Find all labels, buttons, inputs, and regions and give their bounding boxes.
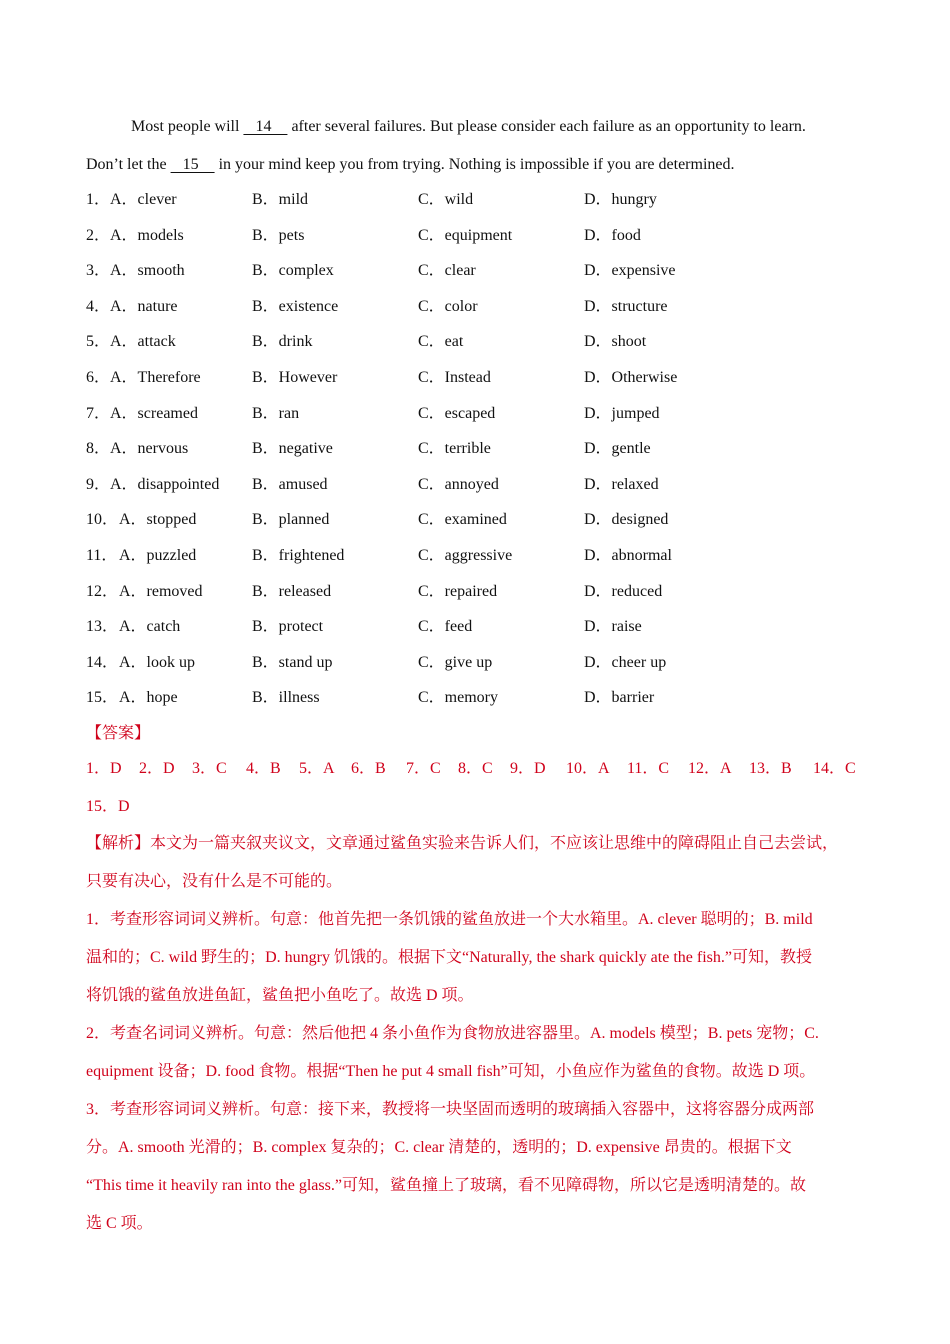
option-b: B．planned — [252, 511, 330, 529]
passage-text: Don’t let the — [86, 156, 171, 173]
option-b: B．ran — [252, 404, 300, 422]
option-a: A．look up — [119, 653, 196, 671]
option-b: B．complex — [252, 262, 334, 280]
question-row — [86, 609, 876, 645]
question-number: 11． — [86, 546, 118, 564]
option-d: D．jumped — [584, 404, 660, 422]
answer-line-1 — [86, 751, 876, 787]
explanation-q3-4: 选 C 项。 — [86, 1215, 153, 1232]
option-a: A．nature — [110, 297, 178, 315]
option-a: A．smooth — [110, 262, 185, 280]
answer-item: 13．B — [749, 760, 792, 777]
question-row — [86, 680, 876, 716]
explanation-intro-1: 【解析】本文为一篇夹叙夹议文，文章通过鲨鱼实验来告诉人们，不应该让思维中的障碍阻止自己去尝试， — [86, 835, 839, 852]
answer-item: 8．C — [458, 760, 493, 777]
explanation-block — [86, 825, 866, 1243]
option-d: D．Otherwise — [584, 368, 678, 386]
answer-item: 14．C — [813, 760, 856, 777]
answer-item: 15．D — [86, 798, 130, 815]
option-d: D．expensive — [584, 262, 676, 280]
option-a: A．models — [110, 226, 184, 244]
option-a: A．nervous — [110, 440, 189, 458]
option-d: D．barrier — [584, 689, 655, 707]
question-number: 7． — [86, 404, 111, 422]
option-b: B．mild — [252, 191, 309, 208]
question-row — [86, 289, 876, 325]
question-row — [86, 645, 876, 681]
option-b: B．protect — [252, 618, 324, 636]
option-c: C．Instead — [418, 368, 491, 386]
explanation-q2-2: equipment 设备；D. food 食物。根据“Then he put 4 small fish”可知，小鱼应作为鲨鱼的食物。故选 D 项。 — [86, 1063, 816, 1080]
option-a: A．attack — [110, 333, 176, 351]
answer-item: 12．A — [688, 760, 732, 777]
option-a: A．screamed — [110, 404, 198, 422]
answer-item: 5．A — [299, 760, 335, 777]
question-number: 9． — [86, 475, 111, 493]
explanation-q3-2: 分。A. smooth 光滑的；B. complex 复杂的；C. clear 清楚的，透明的；D. expensive 昂贵的。根据下文 — [86, 1139, 792, 1156]
question-row — [86, 324, 876, 360]
question-number: 4． — [86, 297, 111, 315]
option-d: D．food — [584, 226, 641, 244]
question-number: 2． — [86, 226, 111, 244]
option-b: B．frightened — [252, 546, 345, 564]
option-a: A．hope — [119, 689, 178, 707]
answer-item: 1．D — [86, 760, 122, 777]
answer-item: 7．C — [406, 760, 441, 777]
option-a: A．Therefore — [110, 368, 201, 386]
explanation-q3-1: 3．考查形容词词义辨析。句意：接下来，教授将一块坚固而透明的玻璃插入容器中，这将容器分成两部 — [86, 1101, 815, 1118]
explanation-q1-2: 温和的；C. wild 野生的；D. hungry 饥饿的。根据下文“Naturally, the shark quickly ate the fish.”可知，教授 — [86, 949, 812, 966]
option-d: D．reduced — [584, 582, 663, 600]
option-d: D．raise — [584, 618, 642, 636]
question-row — [86, 574, 876, 610]
option-c: C．memory — [418, 689, 498, 707]
question-number: 1． — [86, 191, 111, 208]
explanation-q2-1: 2．考查名词词义辨析。句意：然后他把 4 条小鱼作为食物放进容器里。A. models 模型；B. pets 宠物；C. — [86, 1025, 819, 1042]
option-c: C．escaped — [418, 404, 496, 422]
option-c: C．feed — [418, 618, 473, 636]
question-number: 3． — [86, 262, 111, 280]
passage-text: Most people will — [131, 118, 244, 135]
question-row — [86, 538, 876, 574]
option-a: A．stopped — [119, 511, 197, 529]
option-d: D．abnormal — [584, 546, 672, 564]
answer-item: 9．D — [510, 760, 546, 777]
option-c: C．annoyed — [418, 475, 499, 493]
option-a: A．puzzled — [119, 546, 197, 564]
option-b: B．released — [252, 582, 332, 600]
question-row — [86, 502, 876, 538]
option-b: B．negative — [252, 440, 333, 458]
question-number: 15． — [86, 689, 119, 707]
option-b: B．illness — [252, 689, 320, 707]
option-b: B．pets — [252, 226, 305, 244]
option-c: C．eat — [418, 333, 464, 351]
question-row — [86, 182, 876, 218]
question-number: 12． — [86, 582, 119, 600]
option-c: C．equipment — [418, 226, 513, 244]
question-row — [86, 253, 876, 289]
question-row — [86, 431, 876, 467]
option-c: C．aggressive — [418, 546, 513, 564]
question-number: 8． — [86, 440, 111, 458]
passage-line-2 — [86, 146, 876, 184]
passage-line-1 — [131, 108, 921, 146]
answer-item: 4．B — [246, 760, 281, 777]
option-c: C．terrible — [418, 440, 491, 458]
option-a: A．removed — [119, 582, 203, 600]
option-d: D．designed — [584, 511, 669, 529]
question-row — [86, 218, 876, 254]
option-d: D．hungry — [584, 191, 657, 208]
question-row — [86, 467, 876, 503]
options-list — [86, 182, 876, 716]
explanation-q1-3: 将饥饿的鲨鱼放进鱼缸，鲨鱼把小鱼吃了。故选 D 项。 — [86, 987, 474, 1004]
explanation-q3-3: “This time it heavily ran into the glass.”可知，鲨鱼撞上了玻璃，看不见障碍物，所以它是透明清楚的。故 — [86, 1177, 806, 1194]
answer-item: 3．C — [192, 760, 227, 777]
answer-line-2 — [86, 789, 876, 825]
option-a: A．catch — [119, 618, 181, 636]
passage-text: after several failures. But please consider each failure as an opportunity to learn. — [287, 118, 806, 135]
question-number: 10． — [86, 511, 119, 529]
option-c: C．examined — [418, 511, 507, 529]
option-c: C．wild — [418, 191, 474, 208]
question-number: 6． — [86, 368, 111, 386]
answer-item: 2．D — [139, 760, 175, 777]
option-c: C．give up — [418, 653, 493, 671]
option-d: D．cheer up — [584, 653, 667, 671]
option-c: C．color — [418, 297, 478, 315]
blank-15: 15 — [170, 156, 215, 173]
option-d: D．relaxed — [584, 475, 659, 493]
answer-item: 10．A — [566, 760, 610, 777]
option-c: C．repaired — [418, 582, 498, 600]
option-a: A．disappointed — [110, 475, 220, 493]
explanation-q1-1: 1．考查形容词词义辨析。句意：他首先把一条饥饿的鲨鱼放进一个大水箱里。A. clever 聪明的；B. mild — [86, 911, 813, 928]
question-number: 5． — [86, 333, 111, 351]
option-a: A．clever — [110, 191, 177, 208]
answer-heading: 【答案】 — [86, 725, 151, 742]
option-d: D．structure — [584, 297, 668, 315]
blank-14: 14 — [243, 118, 288, 135]
option-d: D．gentle — [584, 440, 651, 458]
question-number: 14． — [86, 653, 119, 671]
explanation-intro-2: 只要有决心，没有什么是不可能的。 — [86, 873, 343, 890]
option-b: B．amused — [252, 475, 328, 493]
option-b: B．existence — [252, 297, 339, 315]
question-row — [86, 360, 876, 396]
answer-item: 11．C — [627, 760, 670, 777]
question-number: 13． — [86, 618, 119, 636]
option-b: B．stand up — [252, 653, 333, 671]
option-d: D．shoot — [584, 333, 647, 351]
option-b: B．However — [252, 368, 338, 386]
option-c: C．clear — [418, 262, 476, 280]
question-row — [86, 396, 876, 432]
answer-item: 6．B — [351, 760, 386, 777]
passage-text: in your mind keep you from trying. Nothing is impossible if you are determined. — [214, 156, 735, 173]
option-b: B．drink — [252, 333, 313, 351]
